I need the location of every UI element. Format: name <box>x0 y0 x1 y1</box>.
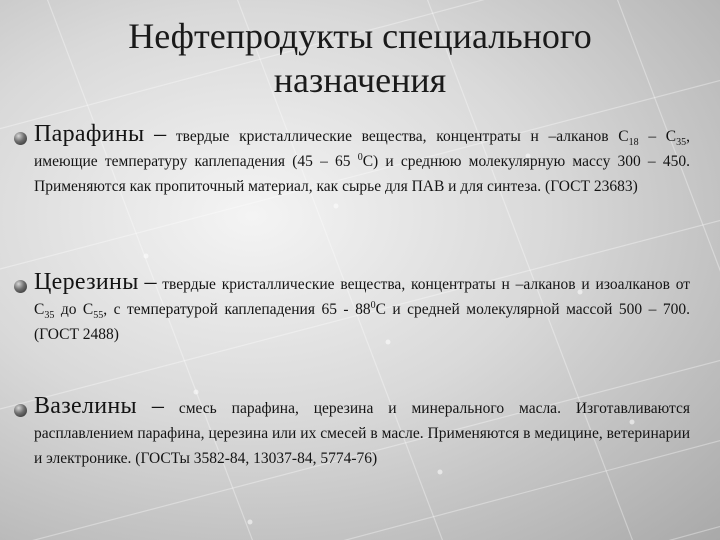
definition-part-4: С и средней молекулярной массой 500 – 700. (ГОСТ 2488) <box>34 301 691 343</box>
slide-title <box>60 14 660 102</box>
subscript-carbon-min: 35 <box>44 310 55 322</box>
definition-part-2: – С <box>638 128 677 145</box>
bullet-icon <box>14 404 27 417</box>
definition-part-4: С) и среднюю молекулярную массу 300 – 450. Применяются как пропиточный материал, как сырье для ПАВ и для синтеза. (ГОСТ 23683) <box>34 153 690 195</box>
item-text <box>34 394 690 471</box>
definition-part-1: смесь парафина, церезина и минерального масла. Изготавливаются расплавлением парафина, церезина или их смесей в масле. Применяются в медицине, ветеринарии и электронике. (ГОСТы 3582-84, 13037-84, 5774-76) <box>34 400 691 467</box>
definition-part-2: до С <box>54 301 94 318</box>
term-dash: – <box>151 393 164 419</box>
definition-part-1: твердые кристаллические вещества, концентраты н –алканов и изоалканов от С <box>34 276 691 318</box>
term-vaselines: Вазелины <box>34 393 137 419</box>
definition-part-3: , имеющие температуру каплепадения (45 – 65 <box>34 128 690 170</box>
list-item-paraffins <box>14 122 690 199</box>
term-dash: – <box>144 269 157 295</box>
bullet-icon <box>14 132 27 145</box>
subscript-carbon-max: 55 <box>93 310 104 322</box>
item-text <box>34 270 690 347</box>
subscript-carbon-min: 18 <box>628 137 639 149</box>
term-paraffins: Парафины <box>34 121 145 147</box>
definition-part-1: твердые кристаллические вещества, концентраты н –алканов С <box>175 128 629 145</box>
degree-superscript: 0 <box>370 299 376 311</box>
subscript-carbon-max: 35 <box>676 137 687 149</box>
definition-part-3: , с температурой каплепадения 65 - 88 <box>103 301 371 318</box>
list-item-ceresins <box>14 270 690 347</box>
item-text <box>34 122 690 199</box>
title-line-2: назначения <box>273 60 447 100</box>
term-ceresins: Церезины <box>34 269 139 295</box>
list-item-vaselines <box>14 394 690 471</box>
bullet-icon <box>14 280 27 293</box>
title-line-1: Нефтепродукты специального <box>128 16 592 56</box>
term-dash: – <box>154 121 167 147</box>
degree-superscript: 0 <box>357 151 363 163</box>
